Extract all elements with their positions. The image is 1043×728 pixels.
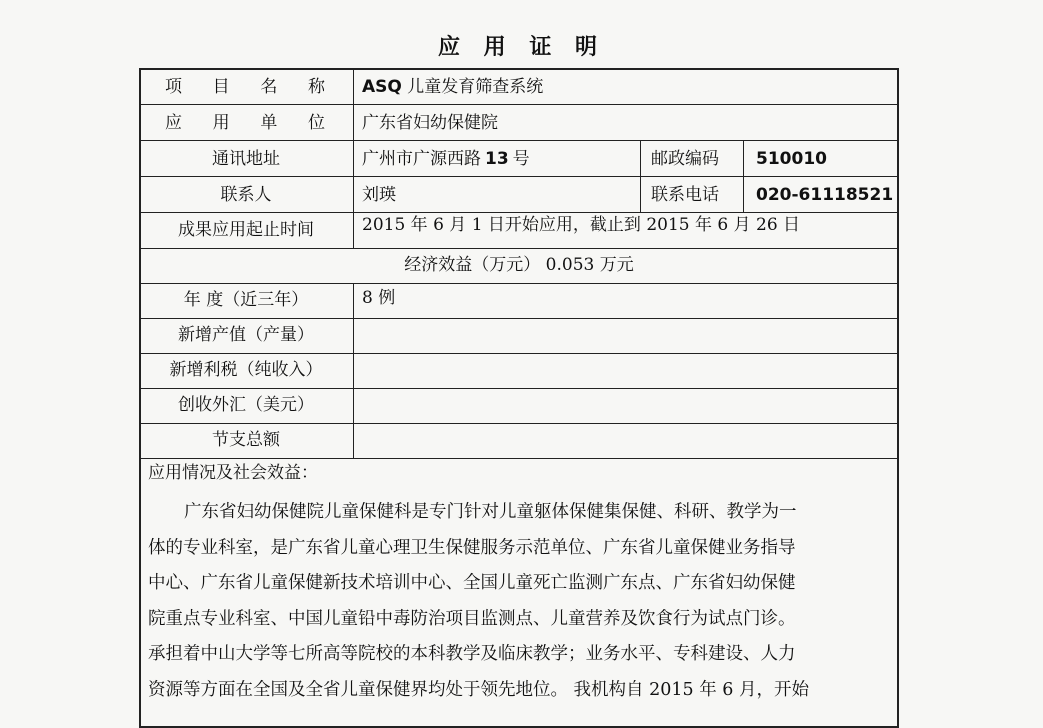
saving-label: 节支总额 xyxy=(212,430,280,450)
row-divider xyxy=(139,212,899,213)
social-benefit-label: 应用情况及社会效益： xyxy=(148,463,318,483)
unit-label: 应用单位 xyxy=(165,113,325,133)
project-name-label: 项目名称 xyxy=(165,77,325,97)
column-divider xyxy=(353,68,354,248)
forex-label: 创收外汇（美元） xyxy=(178,395,314,415)
row-divider xyxy=(139,140,899,141)
paragraph-line: 承担着中山大学等七所高等院校的本科教学及临床教学；业务水平、专科建设、人力 xyxy=(148,644,796,664)
row-divider xyxy=(139,104,899,105)
output-label: 新增产值（产量） xyxy=(178,325,314,345)
paragraph-line: 中心、广东省儿童保健新技术培训中心、全国儿童死亡监测广东点、广东省妇幼保健 xyxy=(148,573,796,593)
project-name-text: 儿童发育筛查系统 xyxy=(407,77,544,97)
address-number: 13 xyxy=(485,149,509,169)
address-text-b: 号 xyxy=(512,149,530,169)
paragraph-line: 院重点专业科室、中国儿童铅中毒防治项目监测点、儿童营养及饮食行为试点门诊。 xyxy=(148,608,796,629)
tax-label: 新增利税（纯收入） xyxy=(169,360,323,380)
economic-benefit-header: 经济效益（万元） 0.053 万元 xyxy=(404,255,634,275)
row-divider xyxy=(139,248,899,249)
row-divider xyxy=(139,423,899,424)
paragraph-line: 广东省妇幼保健院儿童保健科是专门针对儿童躯体保健集保健、科研、教学为一 xyxy=(184,502,797,522)
year-label: 年 度（近三年） xyxy=(183,290,309,310)
paragraph-line: 资源等方面在全国及全省儿童保健界均处于领先地位。 我机构自 2015 年 6 月，开始 xyxy=(148,679,809,700)
row-divider xyxy=(139,458,899,459)
unit-value: 广东省妇幼保健院 xyxy=(362,113,498,133)
address-text-a: 广州市广源西路 xyxy=(362,149,481,169)
postcode-value: 510010 xyxy=(756,149,827,169)
address-value xyxy=(362,149,530,169)
postcode-label: 邮政编码 xyxy=(651,149,719,169)
paragraph-line: 体的专业科室，是广东省儿童心理卫生保健服务示范单位、广东省儿童保健业务指导 xyxy=(148,537,796,558)
document-title: 应 用 证 明 xyxy=(438,35,605,60)
period-label: 成果应用起止时间 xyxy=(178,220,314,240)
project-prefix: ASQ xyxy=(362,77,402,97)
row-divider xyxy=(139,388,899,389)
contact-label: 联系人 xyxy=(220,185,272,205)
period-value: 2015 年 6 月 1 日开始应用，截止到 2015 年 6 月 26 日 xyxy=(362,215,801,235)
column-divider xyxy=(743,140,744,212)
phone-value: 020-61118521 xyxy=(756,185,894,205)
row-divider xyxy=(139,283,899,284)
social-benefit-text xyxy=(148,495,893,708)
phone-label: 联系电话 xyxy=(651,185,719,205)
column-divider xyxy=(353,283,354,458)
row-divider xyxy=(139,318,899,319)
project-name-value xyxy=(362,77,543,97)
year-value: 8 例 xyxy=(362,288,396,308)
row-divider xyxy=(139,353,899,354)
contact-value: 刘瑛 xyxy=(362,185,396,205)
row-divider xyxy=(139,176,899,177)
address-label: 通讯地址 xyxy=(212,149,280,169)
column-divider xyxy=(640,140,641,212)
